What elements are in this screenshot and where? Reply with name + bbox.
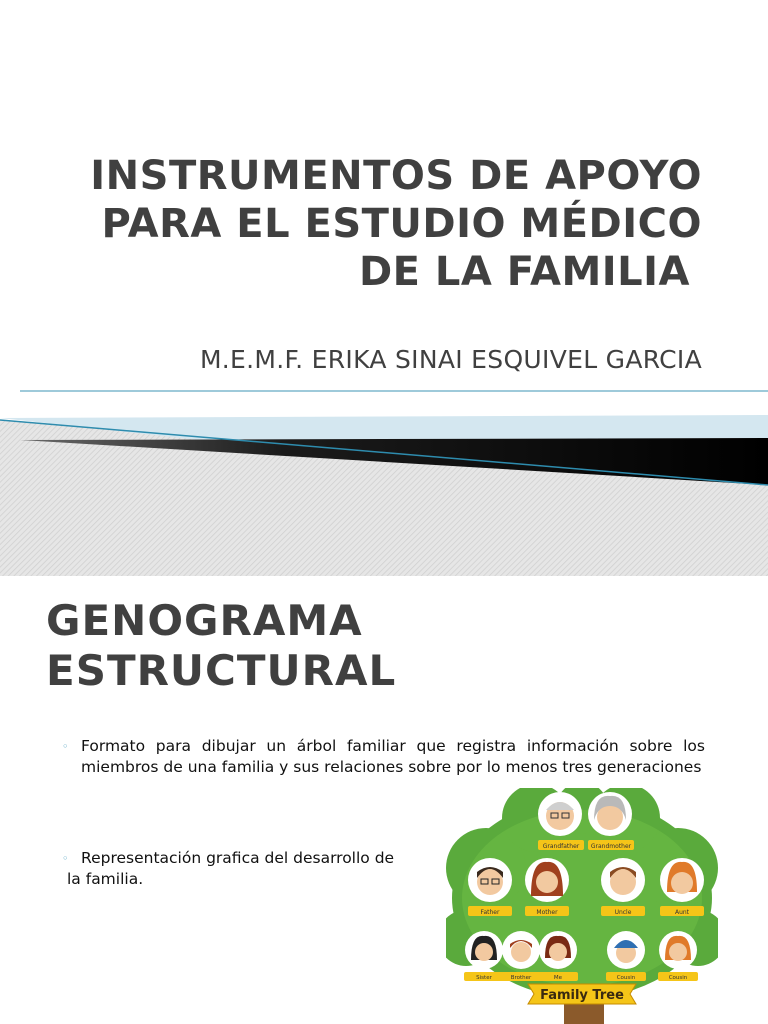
svg-text:Cousin: Cousin bbox=[616, 975, 636, 981]
svg-text:Grandmother: Grandmother bbox=[590, 843, 632, 850]
mother-portrait bbox=[525, 858, 569, 902]
grandfather-label bbox=[538, 840, 584, 850]
cousin-boy-portrait bbox=[607, 931, 645, 969]
father-label bbox=[468, 906, 512, 916]
cousin-label bbox=[658, 972, 698, 981]
slide-title-line: INSTRUMENTOS DE APOYO bbox=[90, 153, 702, 199]
svg-text:Aunt: Aunt bbox=[674, 909, 690, 916]
uncle-label bbox=[601, 906, 645, 916]
slide-title-line: PARA EL ESTUDIO MÉDICO bbox=[101, 201, 702, 247]
me-portrait bbox=[539, 931, 577, 969]
svg-text:Uncle: Uncle bbox=[614, 909, 632, 916]
bullet-text: Representación grafica del desarrollo de bbox=[81, 849, 395, 867]
grandmother-label bbox=[588, 840, 634, 850]
decorative-band bbox=[0, 380, 768, 576]
slide-heading bbox=[46, 596, 396, 696]
father-portrait bbox=[468, 858, 512, 902]
content-slide bbox=[0, 576, 768, 1024]
bullet-text: Formato para dibujar un árbol familiar que registra información sobre los miembros de una familia y sus relaciones sobre por lo menos tres generaciones bbox=[81, 737, 705, 776]
bullet-item bbox=[60, 736, 705, 778]
sister-label bbox=[464, 972, 504, 981]
svg-text:Family Tree: Family Tree bbox=[540, 988, 624, 1003]
ring-bullet-icon: ◦ bbox=[62, 852, 69, 865]
aunt-portrait bbox=[660, 858, 704, 902]
svg-text:Cousin: Cousin bbox=[668, 975, 688, 981]
svg-text:Sister: Sister bbox=[476, 975, 492, 981]
brother-portrait bbox=[502, 931, 540, 969]
slide-title bbox=[62, 152, 702, 296]
brother-label bbox=[501, 972, 541, 981]
grandmother-portrait bbox=[588, 792, 632, 836]
slide-title-line: DE LA FAMILIA bbox=[358, 249, 690, 295]
svg-text:Me: Me bbox=[553, 975, 563, 981]
ring-bullet-icon: ◦ bbox=[62, 740, 69, 753]
slide-heading-line: GENOGRAMA bbox=[46, 596, 363, 645]
me-label bbox=[538, 972, 578, 981]
cousin-girl-portrait bbox=[659, 931, 697, 969]
uncle-portrait bbox=[601, 858, 645, 902]
mother-label bbox=[525, 906, 569, 916]
slide-subtitle: M.E.M.F. ERIKA SINAI ESQUIVEL GARCIA bbox=[199, 345, 702, 374]
aunt-label bbox=[660, 906, 704, 916]
cousin-label bbox=[606, 972, 646, 981]
grandfather-portrait bbox=[538, 792, 582, 836]
svg-text:Mother: Mother bbox=[536, 909, 558, 916]
family-tree-banner bbox=[528, 984, 636, 1004]
sister-portrait bbox=[465, 931, 503, 969]
bullet-text-continued: la familia. bbox=[67, 870, 144, 888]
family-tree-illustration bbox=[446, 788, 718, 1024]
svg-text:Brother: Brother bbox=[510, 975, 532, 981]
svg-text:Father: Father bbox=[480, 909, 500, 916]
svg-text:Grandfather: Grandfather bbox=[542, 843, 580, 850]
slide-heading-line: ESTRUCTURAL bbox=[46, 646, 397, 695]
bullet-item bbox=[60, 848, 430, 890]
